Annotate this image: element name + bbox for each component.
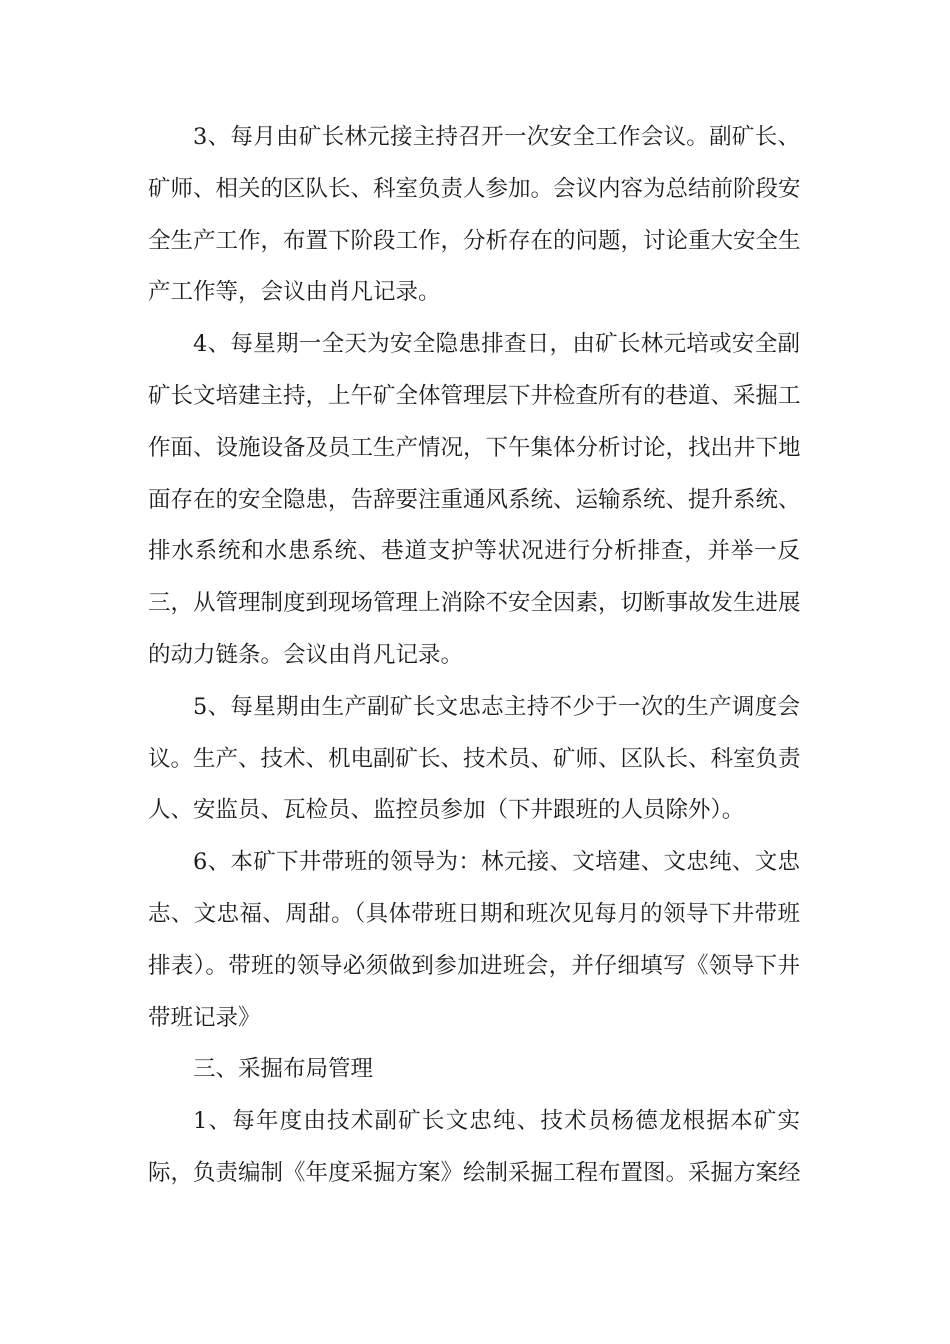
- text-line: 带班记录》: [148, 1004, 261, 1031]
- text-line: 排表）。带班的领导必须做到参加进班会，并仔细填写《领导下井: [148, 952, 800, 979]
- text-line: 矿师、相关的区队长、科室负责人参加。会议内容为总结前阶段安: [148, 175, 801, 202]
- text-line: 志、文忠福、周甜。（具体带班日期和班次见每月的领导下井带班: [148, 900, 800, 927]
- text-line: 人、安监员、瓦检员、监控员参加（下井跟班的人员除外）。: [148, 797, 745, 824]
- text-line: 面存在的安全隐患，告辞要注重通风系统、运输系统、提升系统、: [148, 486, 801, 513]
- text-line: 6、本矿下井带班的领导为：林元接、文培建、文忠纯、文忠: [193, 849, 800, 876]
- text-line: 矿长文培建主持，上午矿全体管理层下井检查所有的巷道、采掘工: [148, 382, 801, 409]
- text-line: 议。生产、技术、机电副矿长、技术员、矿师、区队长、科室负责: [148, 745, 801, 772]
- document-body: [148, 112, 800, 1200]
- text-line: 三，从管理制度到现场管理上消除不安全因素，切断事故发生进展: [148, 590, 801, 617]
- text-line: 际，负责编制《年度采掘方案》绘制采掘工程布置图。采掘方案经: [148, 1159, 801, 1186]
- text-line: 全生产工作，布置下阶段工作，分析存在的问题，讨论重大安全生: [148, 227, 801, 254]
- text-line: 4、每星期一全天为安全隐患排查日，由矿长林元培或安全副: [193, 331, 800, 358]
- text-line: 3、每月由矿长林元接主持召开一次安全工作会议。副矿长、: [193, 124, 800, 150]
- text-line: 的动力链条。会议由肖凡记录。: [148, 641, 464, 668]
- text-line: 作面、设施设备及员工生产情况，下午集体分析讨论，找出井下地: [148, 434, 801, 461]
- text-line: 排水系统和水患系统、巷道支护等状况进行分析排查，并举一反: [148, 538, 800, 565]
- text-line: 5、每星期由生产副矿长文忠志主持不少于一次的生产调度会: [193, 693, 800, 720]
- section-heading: 三、采掘布局管理: [193, 1056, 374, 1083]
- text-line: 产工作等，会议由肖凡记录。: [148, 279, 441, 306]
- text-line: 1、每年度由技术副矿长文忠纯、技术员杨德龙根据本矿实: [193, 1108, 800, 1135]
